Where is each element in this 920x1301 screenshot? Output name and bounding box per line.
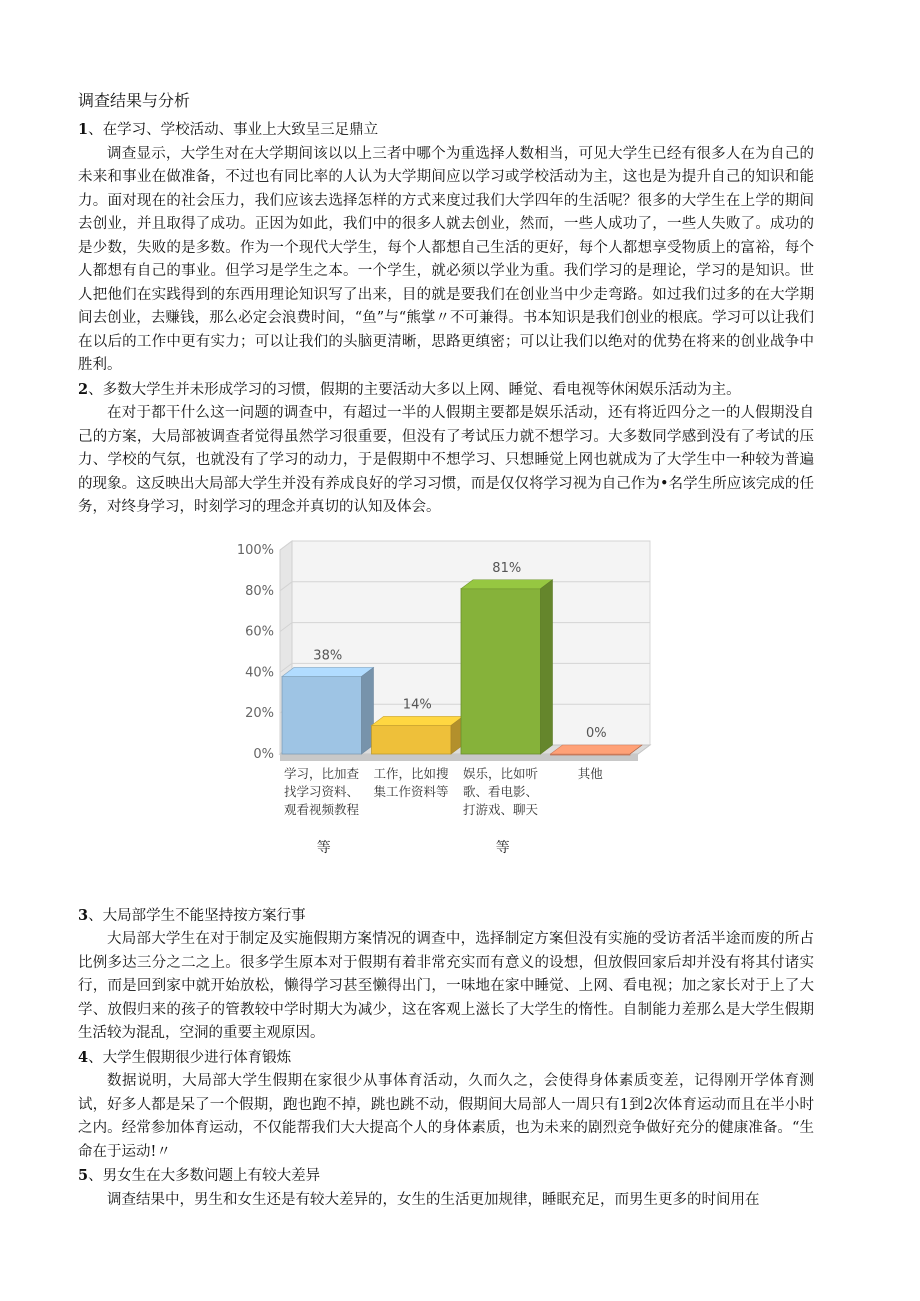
y-tick-label: 20% bbox=[245, 705, 274, 721]
section-3-paragraph: 大局部大学生在对于制定及实施假期方案情况的调查中，选择制定方案但没有实施的受访者活半途而废的所占比例多达三分之二之上。很多学生原本对于假期有着非常充实而有意义的设想，但放假回家后却并没有将其付诸实行，而是回到家中就开始放松，懒得学习甚至懒得出门，一味地在家中睡觉、上网、看电视；加之家长对于上了大学、放假归来的孩子的管教较中学时期大为减少，这在客观上滋长了大学生的惰性。自制能力差那么是大学生假期生活较为混乱，空洞的重要主观原因。 bbox=[78, 931, 814, 1041]
section-2-heading bbox=[78, 378, 814, 403]
section-5-heading-text: 、男女生在大多数问题上有较大差异 bbox=[88, 1168, 321, 1184]
bar-side bbox=[541, 579, 553, 753]
x-category-label: 打游戏、聊天 bbox=[463, 801, 539, 817]
content-column bbox=[78, 88, 814, 1212]
bar-value-label: 0% bbox=[585, 725, 607, 741]
section-5-heading bbox=[78, 1164, 814, 1189]
bar-top bbox=[551, 745, 643, 754]
y-tick-label: 60% bbox=[245, 624, 274, 640]
section-4-heading-text: 、大学生假期很少进行体育锻炼 bbox=[88, 1049, 292, 1066]
page-title: 调查结果与分析 bbox=[78, 91, 191, 110]
x-category-label: 找学习资料、 bbox=[284, 783, 360, 799]
bar-top bbox=[282, 667, 374, 676]
bar-top bbox=[461, 579, 553, 588]
bar bbox=[461, 588, 541, 753]
section-1-heading bbox=[78, 118, 814, 143]
bar-chart bbox=[78, 526, 814, 898]
x-category-label: 歌、看电影、 bbox=[463, 783, 539, 799]
section-5-paragraph: 调查结果中，男生和女生还是有较大差异的，女生的生活更加规律，睡眠充足，而男生更多的时间用在 bbox=[107, 1191, 760, 1208]
bar-chart-svg bbox=[228, 540, 668, 885]
section-2-paragraph: 在对于都干什么这一问题的调查中，有超过一半的人假期主要都是娱乐活动，还有将近四分之一的人假期没自己的方案，大局部被调查者觉得虽然学习很重要，但没有了考试压力就不想学习。大多数同学感到没有了考试的压力、学校的气氛，也就没有了学习的动力，于是假期中不想学习、只想睡觉上网也就成为了大学生中一种较为普遍的现象。这反映出大局部大学生并没有养成良好的学习习惯，而是仅仅将学习视为自己作为•名学生所应该完成的任务，对终身学习，时刻学习的理念并真切的认知及体会。 bbox=[78, 405, 814, 515]
section-2-heading-text: 、多数大学生并未形成学习的习惯，假期的主要活动大多以上网、睡觉、看电视等休闲娱乐活动为主。 bbox=[88, 381, 741, 398]
section-1-number: 1 bbox=[78, 121, 89, 138]
y-tick-label: 40% bbox=[245, 664, 274, 680]
bar-value-label: 14% bbox=[402, 696, 432, 712]
section-3-number: 3 bbox=[78, 906, 89, 924]
y-tick-label: 80% bbox=[245, 583, 274, 599]
bar bbox=[372, 725, 452, 754]
bar-top bbox=[372, 716, 464, 725]
section-5-number: 5 bbox=[78, 1167, 89, 1184]
section-3-heading-text: 、大局部学生不能坚持按方案行事 bbox=[88, 907, 306, 924]
bar bbox=[282, 676, 362, 754]
bar-value-label: 38% bbox=[313, 647, 343, 663]
x-category-label: 学习，比加查 bbox=[284, 765, 360, 781]
x-category-label: 工作，比如搜 bbox=[373, 765, 449, 781]
x-category-label: 等 bbox=[495, 839, 510, 856]
section-4-number: 4 bbox=[78, 1048, 89, 1066]
section-1-heading-text: 、在学习、学校活动、事业上大致呈三足鼎立 bbox=[88, 122, 379, 138]
x-category-label: 娱乐，比如听 bbox=[463, 765, 539, 781]
section-4-paragraph: 数据说明，大局部大学生假期在家很少从事体育活动，久而久之，会使得身体素质变差，记得刚开学体育测试，好多人都是呆了一个假期，跑也跑不掉，跳也跳不动，假期间大局部人一周只有1到2次体育运动而且在半小时之内。经常参加体育运动，不仅能帮我们大大提高个人的身体素质，也为未来的剧烈竞争做好充分的健康准备。“生命在于运动!〃 bbox=[78, 1073, 814, 1160]
section-4-heading bbox=[78, 1046, 814, 1071]
section-1-paragraph: 调查显示，大学生对在大学期间该以以上三者中哪个为重选择人数相当，可见大学生已经有很多人在为自己的未来和事业在做准备，不过也有同比率的人认为大学期间应以学习或学校活动为主，这也是为提升自己的知识和能力。面对现在的社会压力，我们应该去选择怎样的方式来度过我们大学四年的生活呢？很多的大学生在上学的期间去创业，并且取得了成功。正因为如此，我们中的很多人就去创业，然而，一些人成功了，一些人失败了。成功的是少数，失败的是多数。作为一个现代大学生，每个人都想自己生活的更好，每个人都想享受物质上的富裕，每个人都想有自己的事业。但学习是学生之本。一个学生，就必须以学业为重。我们学习的是理论，学习的是知识。世人把他们在实践得到的东西用理论知识写了出来，目的就是要我们在创业当中少走弯路。如过我们过多的在大学期间去创业，去赚钱，那么必定会浪费时间，“鱼”与“熊掌〃不可兼得。书本知识是我们创业的根底。学习可以让我们在以后的工作中更有实力；可以让我们的头脑更清晰，思路更缜密；可以让我们以绝对的优势在将来的创业战争中胜利。 bbox=[78, 145, 814, 373]
x-category-label: 等 bbox=[316, 839, 331, 856]
bar-value-label: 81% bbox=[492, 560, 522, 576]
y-tick-label: 100% bbox=[236, 542, 274, 558]
section-3-heading bbox=[78, 904, 814, 929]
y-tick-label: 0% bbox=[253, 746, 274, 762]
x-category-label: 集工作资料等 bbox=[373, 783, 449, 799]
x-category-label: 观看视频教程 bbox=[284, 801, 360, 817]
section-2-number: 2 bbox=[78, 380, 89, 398]
x-category-label: 其他 bbox=[577, 765, 603, 781]
